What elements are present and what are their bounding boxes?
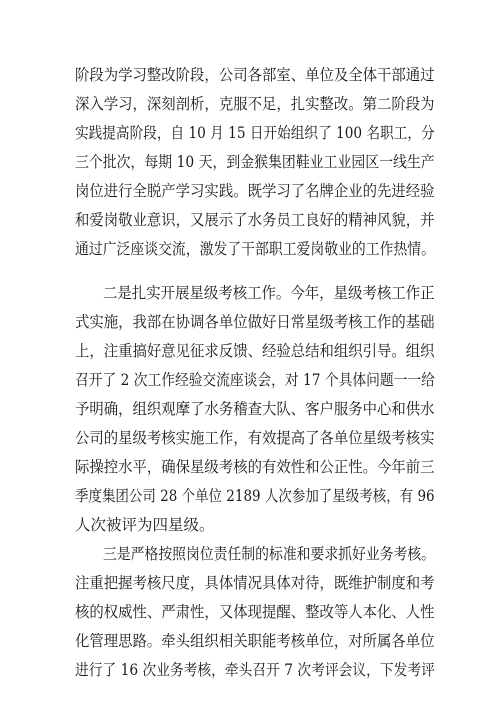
text-line: 三个批次，每期 10 天，到金猴集团鞋业工业园区一线生产 [75, 153, 435, 171]
text-line: 实践提高阶段，自 10 月 15 日开始组织了 100 名职工，分 [75, 124, 435, 142]
text-line: 召开了 2 次工作经验交流座谈会，对 17 个具体问题一一给 [75, 371, 435, 389]
text-line: 人次被评为四星级。 [75, 516, 215, 534]
text-line: 二是扎实开展星级考核工作。今年，星级考核工作正 [103, 284, 435, 302]
text-line: 上，注重搞好意见征求反馈、经验总结和组织引导。组织 [75, 342, 435, 360]
text-line: 进行了 16 次业务考核，牵头召开 7 次考评会议，下发考评 [75, 661, 435, 679]
text-line: 核的权威性、严肃性，又体现提醒、整改等人本化、人性 [75, 603, 435, 621]
text-line: 和爱岗敬业意识，又展示了水务员工良好的精神风貌，并 [75, 211, 435, 229]
text-line: 注重把握考核尺度，具体情况具体对待，既维护制度和考 [75, 574, 435, 592]
text-line: 深入学习，深刻剖析，克服不足，扎实整改。第二阶段为 [75, 95, 435, 113]
text-line: 三是严格按照岗位责任制的标准和要求抓好业务考核。 [103, 545, 436, 563]
text-line: 予明确，组织观摩了水务稽查大队、客户服务中心和供水 [75, 400, 435, 418]
text-line: 式实施，我部在协调各单位做好日常星级考核工作的基础 [75, 313, 435, 331]
text-line: 通过广泛座谈交流，激发了干部职工爱岗敬业的工作热情。 [75, 240, 436, 258]
text-line: 化管理思路。牵头组织相关职能考核单位，对所属各单位 [75, 632, 435, 650]
text-line: 阶段为学习整改阶段，公司各部室、单位及全体干部通过 [75, 66, 435, 84]
text-line: 公司的星级考核实施工作，有效提高了各单位星级考核实 [75, 429, 435, 447]
text-line: 岗位进行全脱产学习实践。既学习了名牌企业的先进经验 [75, 182, 435, 200]
text-line: 际操控水平，确保星级考核的有效性和公正性。今年前三 [75, 458, 435, 476]
text-line: 季度集团公司 28 个单位 2189 人次参加了星级考核，有 96 [75, 487, 435, 505]
